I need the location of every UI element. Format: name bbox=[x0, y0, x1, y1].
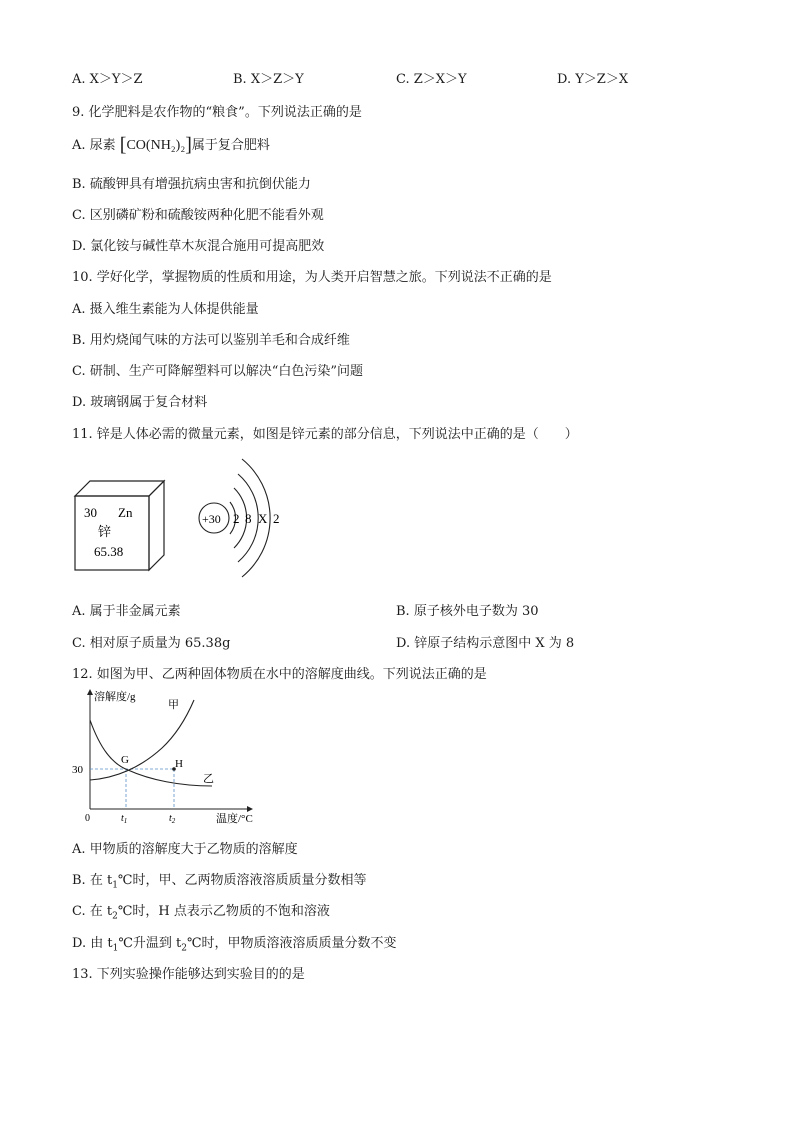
q11-option-d: D. 锌原子结构示意图中 X 为 8 bbox=[396, 636, 575, 651]
q9-option-a bbox=[72, 134, 270, 157]
q8-option-c: C. Z＞X＞Y bbox=[396, 72, 467, 87]
bracket-left: [ bbox=[119, 134, 127, 156]
atomic-mass: 65.38 bbox=[94, 544, 124, 559]
t2-label: $t_2$ bbox=[169, 813, 176, 825]
q8-option-b: B. X＞Z＞Y bbox=[233, 72, 304, 87]
x-axis-label: 温度/°C bbox=[216, 813, 253, 825]
cube-side-face bbox=[149, 481, 164, 570]
q9-option-c: C. 区别磷矿粉和硫酸铵两种化肥不能看外观 bbox=[72, 208, 324, 223]
q8-option-a: A. X＞Y＞Z bbox=[72, 72, 143, 87]
origin-label: 0 bbox=[85, 813, 90, 824]
q10-option-a: A. 摄入维生素能为人体提供能量 bbox=[72, 302, 259, 317]
y-tick-30: 30 bbox=[72, 764, 83, 776]
q8-option-d: D. Y＞Z＞X bbox=[557, 72, 629, 87]
atomic-number: 30 bbox=[84, 505, 97, 520]
shell-electrons-4: 2 bbox=[273, 511, 280, 526]
curve-yi-label: 乙 bbox=[203, 773, 214, 785]
shell-electrons-1: 2 bbox=[233, 511, 240, 526]
q12-option-d: D. 由 $t_1℃$升温到 $t_2℃$时，甲物质溶液溶质质量分数不变 bbox=[72, 936, 397, 954]
q11-option-a: A. 属于非金属元素 bbox=[72, 604, 181, 619]
q13-stem: 13. 下列实验操作能够达到实验目的的是 bbox=[72, 967, 305, 982]
q10-stem: 10. 学好化学，掌握物质的性质和用途，为人类开启智慧之旅。下列说法不正确的是 bbox=[72, 270, 552, 285]
curve-yi bbox=[90, 720, 212, 786]
point-h-label: H bbox=[175, 758, 183, 770]
q9-option-d: D. 氯化铵与碱性草木灰混合施用可提高肥效 bbox=[72, 239, 325, 254]
curve-jia-label: 甲 bbox=[168, 699, 179, 711]
shell-electrons-3: X bbox=[258, 511, 268, 526]
bracket-right: ] bbox=[185, 134, 192, 156]
q11-stem: 11. 锌是人体必需的微量元素，如图是锌元素的部分信息，下列说法中正确的是（ ） bbox=[72, 427, 578, 442]
q10-option-c: C. 研制、生产可降解塑料可以解决“白色污染”问题 bbox=[72, 364, 364, 379]
element-cube-figure bbox=[72, 478, 168, 573]
q10-option-b: B. 用灼烧闻气味的方法可以鉴别羊毛和合成纤维 bbox=[72, 333, 350, 348]
nucleus-charge: +30 bbox=[202, 512, 221, 526]
q12-stem: 12. 如图为甲、乙两种固体物质在水中的溶解度曲线。下列说法正确的是 bbox=[72, 667, 487, 682]
shell-electrons-2: 8 bbox=[245, 511, 252, 526]
q12-option-a: A. 甲物质的溶解度大于乙物质的溶解度 bbox=[72, 842, 298, 857]
q11-option-b: B. 原子核外电子数为 30 bbox=[396, 604, 539, 619]
q9-option-a-suffix: 属于复合肥料 bbox=[191, 138, 270, 153]
y-axis-label: 溶解度/g bbox=[94, 691, 136, 703]
q9-option-b: B. 硫酸钾具有增强抗病虫害和抗倒伏能力 bbox=[72, 177, 311, 192]
q9-option-a-prefix: A. 尿素 bbox=[72, 138, 116, 153]
point-g-label: G bbox=[121, 754, 129, 766]
t1-label: $t_1$ bbox=[121, 813, 128, 825]
atom-structure-diagram bbox=[196, 454, 296, 582]
urea-formula: CO(NH₂)₂ bbox=[126, 138, 186, 153]
q10-option-d: D. 玻璃钢属于复合材料 bbox=[72, 395, 208, 410]
element-symbol: Zn bbox=[118, 505, 133, 520]
q12-option-c: C. 在 $t_2℃$时，H 点表示乙物质的不饱和溶液 bbox=[72, 904, 330, 922]
q9-stem: 9. 化学肥料是农作物的“粮食”。下列说法正确的是 bbox=[72, 105, 362, 120]
q12-option-b: B. 在 $t_1℃$时，甲、乙两物质溶液溶质质量分数相等 bbox=[72, 873, 367, 891]
q11-option-c: C. 相对原子质量为 65.38g bbox=[72, 636, 231, 651]
element-name: 锌 bbox=[98, 524, 112, 539]
solubility-curve-graph bbox=[70, 686, 260, 828]
